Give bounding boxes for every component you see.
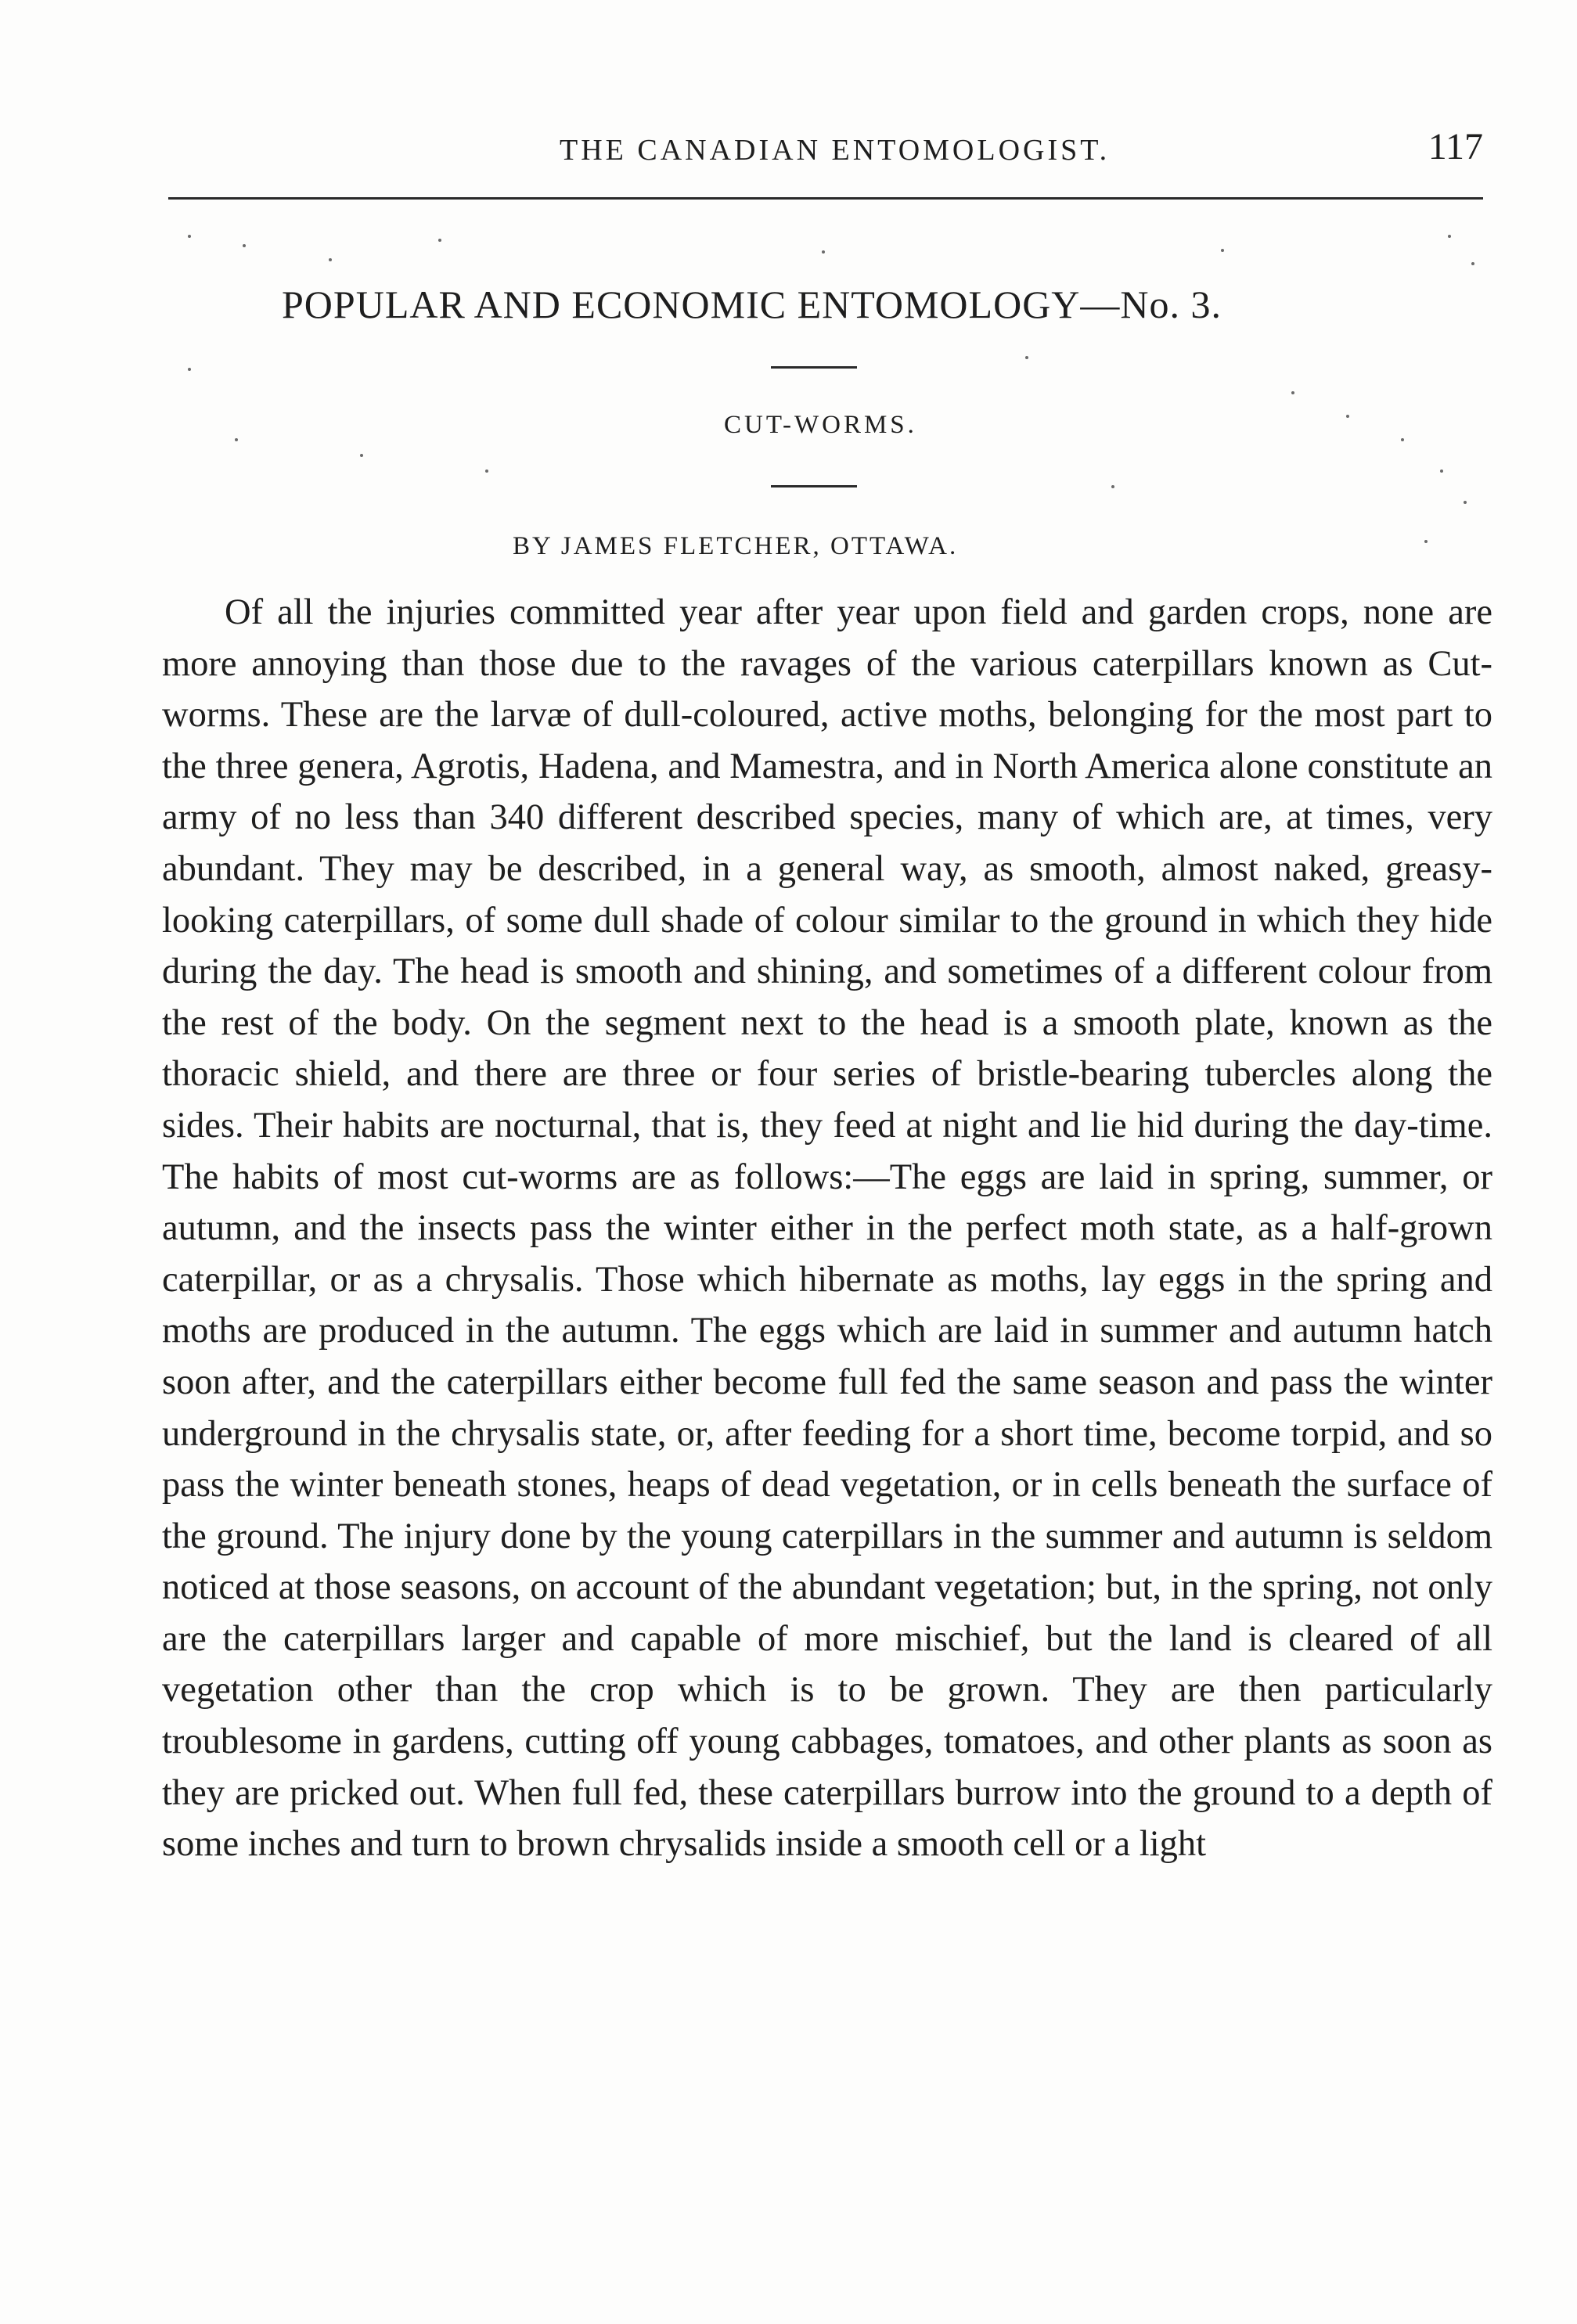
subtitle-divider bbox=[771, 485, 857, 487]
page-number: 117 bbox=[1428, 126, 1483, 167]
article-title: POPULAR AND ECONOMIC ENTOMOLOGY—No. 3. bbox=[282, 282, 1222, 326]
article-subtitle: CUT-WORMS. bbox=[724, 411, 917, 439]
title-divider bbox=[771, 366, 857, 369]
journal-title: THE CANADIAN ENTOMOLOGIST. bbox=[560, 134, 1111, 167]
header-rule bbox=[168, 197, 1483, 200]
author-byline: BY JAMES FLETCHER, OTTAWA. bbox=[513, 532, 959, 560]
article-body: Of all the injuries committed year after year upon field and garden crops, none are more annoying than those due to the ravages of the various caterpillars known as Cut-worms. These are the larvæ of dull-coloured, active moths, belonging for the most part to the three genera, Agrotis, Hadena, and Mamestra, and in North America alone constitute an army of no less than 340 different described species, many of which are, at times, very abundant. They may be described, in a general way, as smooth, almost naked, greasy-looking caterpillars, of some dull shade of colour similar to the ground in which they hide during the day. The head is smooth and shining, and sometimes of a different colour from the rest of the body. On the segment next to the head is a smooth plate, known as the thoracic shield, and there are three or four series of bristle-bearing tubercles along the sides. Their habits are nocturnal, that is, they feed at night and lie hid during the day-time. The habits of most cut-worms are as follows:—The eggs are laid in spring, summer, or autumn, and the insects pass the winter either in the perfect moth state, as a half-grown caterpillar, or as a chrysalis. Those which hibernate as moths, lay eggs in the spring and moths are produced in the autumn. The eggs which are laid in summer and autumn hatch soon after, and the caterpillars either become full fed the same season and pass the winter underground in the chrysalis state, or, after feeding for a short time, become torpid, and so pass the winter beneath stones, heaps of dead vegetation, or in cells beneath the surface of the ground. The injury done by the young caterpillars in the summer and autumn is seldom noticed at those seasons, on account of the abundant vegetation; but, in the spring, not only are the caterpillars larger and capable of more mischief, but the land is cleared of all vegetation other than the crop which is to be grown. They are then particularly troublesome in gardens, cutting off young cabbages, tomatoes, and other plants as soon as they are pricked out. When full fed, these caterpillars burrow into the ground to a depth of some inches and turn to brown chrysalids inside a smooth cell or a light bbox=[162, 592, 1492, 1865]
running-head bbox=[168, 125, 1483, 180]
